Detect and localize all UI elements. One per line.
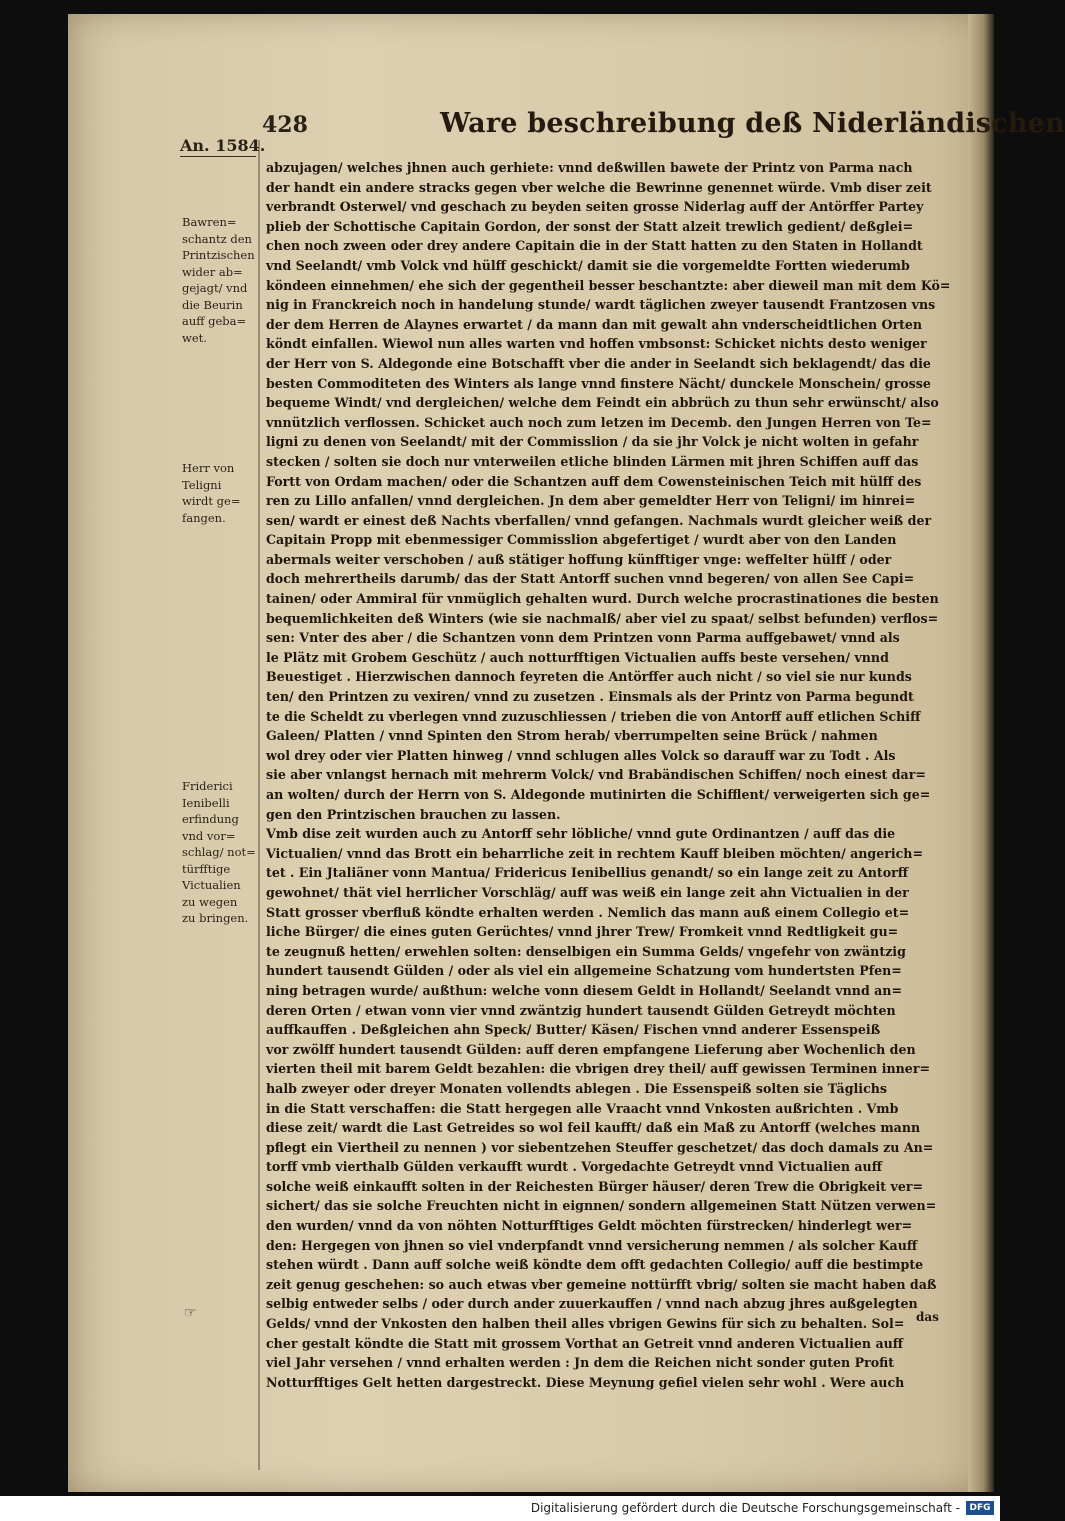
text-line: pflegt ein Viertheil zu nennen ) vor siebentzehen Steuffer geschetzet/ das doch damals zu An= [266,1139,934,1155]
text-line: tet . Ein Jtaliäner vonn Mantua/ Fridericus Ienibellius genandt/ so ein lange zeit zu Antorff [266,865,909,881]
sidenote-teligni: Herr von Teligni wirdt ge= fangen. [182,461,241,525]
text-line: stehen würdt . Dann auff solche weiß köndte dem offt gedachten Collegio/ auff die bestimpte [266,1257,924,1273]
catchword: das [916,1310,939,1324]
text-line: Fortt von Ordam machen/ oder die Schantzen auff dem Cowensteinischen Teich mit hülff des [266,473,922,489]
footer-credit: Digitalisierung gefördert durch die Deutsche Forschungsgemeinschaft - [530,1501,960,1515]
text-line: abzujagen/ welches jhnen auch gerhiete: vnnd deßwillen bawete der Printz von Parma nach [266,160,913,175]
text-line: diese zeit/ wardt die Last Getreides so wol feil kaufft/ daß ein Maß zu Antorff (welches mann [266,1120,921,1136]
text-line: köndt einfallen. Wiewol nun alles warten vnd hoffen vmbsonst: Schicket nichts desto weniger [266,336,927,352]
text-line: vnd Seelandt/ vmb Volck vnd hülff geschickt/ damit sie die vorgemeldte Fortten wiederumb [266,257,910,273]
text-line: abermals weiter verschoben / auß stätiger hoffung künfftiger vnge: weffelter hülff / oder [266,551,892,567]
text-line: Capitain Propp mit ebenmessiger Commisslion abgefertiget / wurdt aber von den Landen [266,532,897,548]
sidenote-ienibelli: Friderici Ienibelli erfindung vnd vor= schlag/ not= türfftige Victualien zu wegen zu bringen. [182,779,256,925]
text-line: sichert/ das sie solche Freuchten nicht in eignnen/ sondern allgemeinen Statt Nützen verwen= [266,1198,937,1214]
text-line: halb zweyer oder dreyer Monaten vollendts ablegen . Die Essenspeiß solten sie Täglichs [266,1080,887,1096]
text-line: bequeme Windt/ vnd dergleichen/ welche dem Feindt ein abbrüch zu thun sehr erwünscht/ also [266,395,939,411]
text-line: selbig entweder selbs / oder durch ander zuuerkauffen / vnnd nach abzug jhres außgelegten [266,1296,918,1312]
text-line: viel Jahr versehen / vnnd erhalten werden : Jn dem die Reichen nicht sonder guten Profit [266,1355,895,1371]
text-line: doch mehrertheils darumb/ das der Statt Antorff suchen vnnd begeren/ von allen See Capi= [266,571,915,587]
text-line: der handt ein andere stracks gegen vber welche die Bewrinne genennet würde. Vmb diser zeit [266,179,932,195]
page-edge [968,14,994,1492]
text-line: verbrandt Osterwel/ vnd geschach zu beyden seiten grosse Niderlag auff der Antörffer Partey [266,199,924,215]
text-line: Statt grosser vberfluß köndte erhalten werden . Nemlich das mann auß einem Collegio et= [266,904,910,920]
text-line: Beuestiget . Hierzwischen dannoch feyreten die Antörffer auch nicht / so viel sie nur kunds [266,669,912,685]
text-line: torff vmb vierthalb Gülden verkaufft wurdt . Vorgedachte Getreydt vnnd Victualien auff [266,1159,883,1175]
text-line: le Plätz mit Grobem Geschütz / auch notturfftigen Victualien auffs beste versehen/ vnnd [266,649,889,665]
text-line: Gelds/ vnnd der Vnkosten den halben theil alles vbrigen Gewins für sich zu behalten. Sol= [266,1316,905,1332]
text-line: an wolten/ durch der Herrn von S. Aldegonde mutinirten die Schifflent/ verweigerten sich ge= [266,787,931,802]
text-line: hundert tausendt Gülden / oder als viel ein allgemeine Schatzung vom hundertsten Pfen= [266,963,902,979]
text-line: chen noch zween oder drey andere Capitain die in der Statt hatten zu den Staten in Hollandt [266,238,923,254]
text-line: der dem Herren de Alaynes erwartet / da mann dan mit gewalt ahn vnderscheidtlichen Orten [266,316,923,332]
text-line: deren Orten / etwan vonn vier vnnd zwäntzig hundert tausendt Gülden Getreydt möchten [266,1002,896,1018]
text-line: solche weiß einkaufft solten in der Reichesten Bürger häuser/ deren Trew die Obrigkeit ver= [266,1178,924,1194]
text-line: nig in Franckreich noch in handelung stunde/ wardt täglichen zweyer tausendt Frantzosen vns [266,297,936,313]
body-text [266,158,958,1392]
text-line: auffkauffen . Deßgleichen ahn Speck/ Butter/ Käsen/ Fischen vnnd anderer Essenspeiß [266,1022,881,1038]
margin-year: An. 1584. [180,136,266,155]
dfg-logo: DFG [966,1501,994,1515]
text-line: liche Bürger/ die eines guten Gerüchtes/ vnnd jhrer Trew/ Fromkeit vnnd Redtligkeit gu= [266,924,899,940]
text-line: Vmb dise zeit wurden auch zu Antorff sehr löbliche/ vnnd gute Ordinantzen / auff das die [266,826,896,842]
text-line: gen den Printzischen brauchen zu lassen. [266,806,561,822]
text-line: stecken / solten sie doch nur vnterweilen etliche blinden Lärmen mit jhren Schiffen auff das [266,453,919,469]
page-number: 428 [262,112,308,138]
text-line: vnnützlich verflossen. Schicket auch noch zum letzen im Decemb. den Jungen Herren von Te= [266,414,932,430]
text-line: gewohnet/ thät viel herrlicher Vorschläg/ auff was weiß ein lange zeit ahn Victualien in der [266,884,909,900]
text-line: in die Statt verschaffen: die Statt hergegen alle Vraacht vnnd Vnkosten außrichten . Vmb [266,1100,899,1116]
text-line: cher gestalt köndte die Statt mit grossem Vorthat an Getreit vnnd anderen Victualien auff [266,1335,904,1351]
text-line: vierten theil mit barem Geldt bezahlen: die vbrigen drey theil/ auff gewissen Terminen inner= [266,1061,931,1077]
text-line: sie aber vnlangst hernach mit mehrerm Volck/ vnd Brabändischen Schiffen/ noch einest dar= [266,767,926,783]
text-line: bequemlichkeiten deß Winters (wie sie nachmalß/ aber viel zu spaat/ selbst befunden) verflos= [266,610,939,626]
text-line: tainen/ oder Ammiral für vnmüglich gehalten wurd. Durch welche procrastinationes die besten [266,591,939,607]
text-line: vor zwölff hundert tausendt Gülden: auff deren empfangene Lieferung aber Wochenlich den [266,1041,916,1057]
text-line: köndeen einnehmen/ ehe sich der gegentheil besser beschantzte: aber dieweil man mit dem Kö= [266,277,951,293]
year-rule [180,156,256,157]
text-line: ren zu Lillo anfallen/ vnnd dergleichen. Jn dem aber gemeldter Herr von Teligni/ im hinrei= [266,493,916,509]
text-line: den wurden/ vnnd da von nöhten Notturfftiges Geldt möchten fürstrecken/ hinderlegt wer= [266,1218,913,1234]
text-line: Notturfftiges Gelt hetten dargestreckt. Diese Meynung gefiel vielen sehr wohl . Were auch [266,1374,905,1390]
text-line: zeit genug geschehen: so auch etwas vber gemeine nottürfft vbrig/ solten sie macht haben daß [266,1276,937,1292]
manicule-mark: ☞ [184,1305,197,1321]
text-line: Galeen/ Platten / vnnd Spinten den Strom herab/ vberrumpelten seine Brück / nahmen [266,728,878,744]
text-line: ligni zu denen von Seelandt/ mit der Commisslion / da sie jhr Volck je nicht wolten in gefahr [266,434,919,450]
text-line: te die Scheldt zu vberlegen vnnd zuzuschliessen / trieben die von Antorff auff etlichen Schiff [266,708,921,724]
text-line: besten Commoditeten des Winters als lange vnnd finstere Nächt/ dunckele Monschein/ grosse [266,375,931,391]
text-line: te zeugnuß hetten/ erwehlen solten: denselbigen ein Summa Gelds/ vngefehr von zwäntzig [266,943,906,959]
text-line: ten/ den Printzen zu vexiren/ vnnd zu zusetzen . Einsmals als der Printz von Parma begundt [266,689,914,705]
text-line: sen/ wardt er einest deß Nachts vberfallen/ vnnd gefangen. Nachmals wurdt gleicher weiß der [266,512,932,528]
sidenote-bawrenschantz: Bawren= schantz den Printzischen wider ab= gejagt/ vnd die Beurin auff geba= wet. [182,215,255,345]
running-head: Ware beschreibung deß Niderländischen [440,108,1065,139]
footer-bar [0,1496,1000,1521]
page-header [174,108,1065,152]
text-line: sen: Vnter des aber / die Schantzen vonn dem Printzen vonn Parma auffgebawet/ vnnd als [266,630,900,646]
text-line: Victualien/ vnnd das Brott ein beharrliche zeit in rechtem Kauff bleiben möchten/ angerich= [266,845,924,861]
text-line: plieb der Schottische Capitain Gordon, der sonst der Statt alzeit trewlich gedient/ deßglei= [266,218,914,234]
text-line: ning betragen wurde/ außthun: welche vonn diesem Geldt in Hollandt/ Seelandt vnnd an= [266,982,902,998]
text-line: den: Hergegen von jhnen so viel vnderpfandt vnnd versicherung nemmen / als solcher Kauff [266,1237,918,1253]
text-line: der Herr von S. Aldegonde eine Botschafft vber die ander in Seelandt sich beklagendt/ das die [266,355,931,371]
text-line: wol drey oder vier Platten hinweg / vnnd schlugen alles Volck so darauff war zu Todt . Als [266,747,896,763]
